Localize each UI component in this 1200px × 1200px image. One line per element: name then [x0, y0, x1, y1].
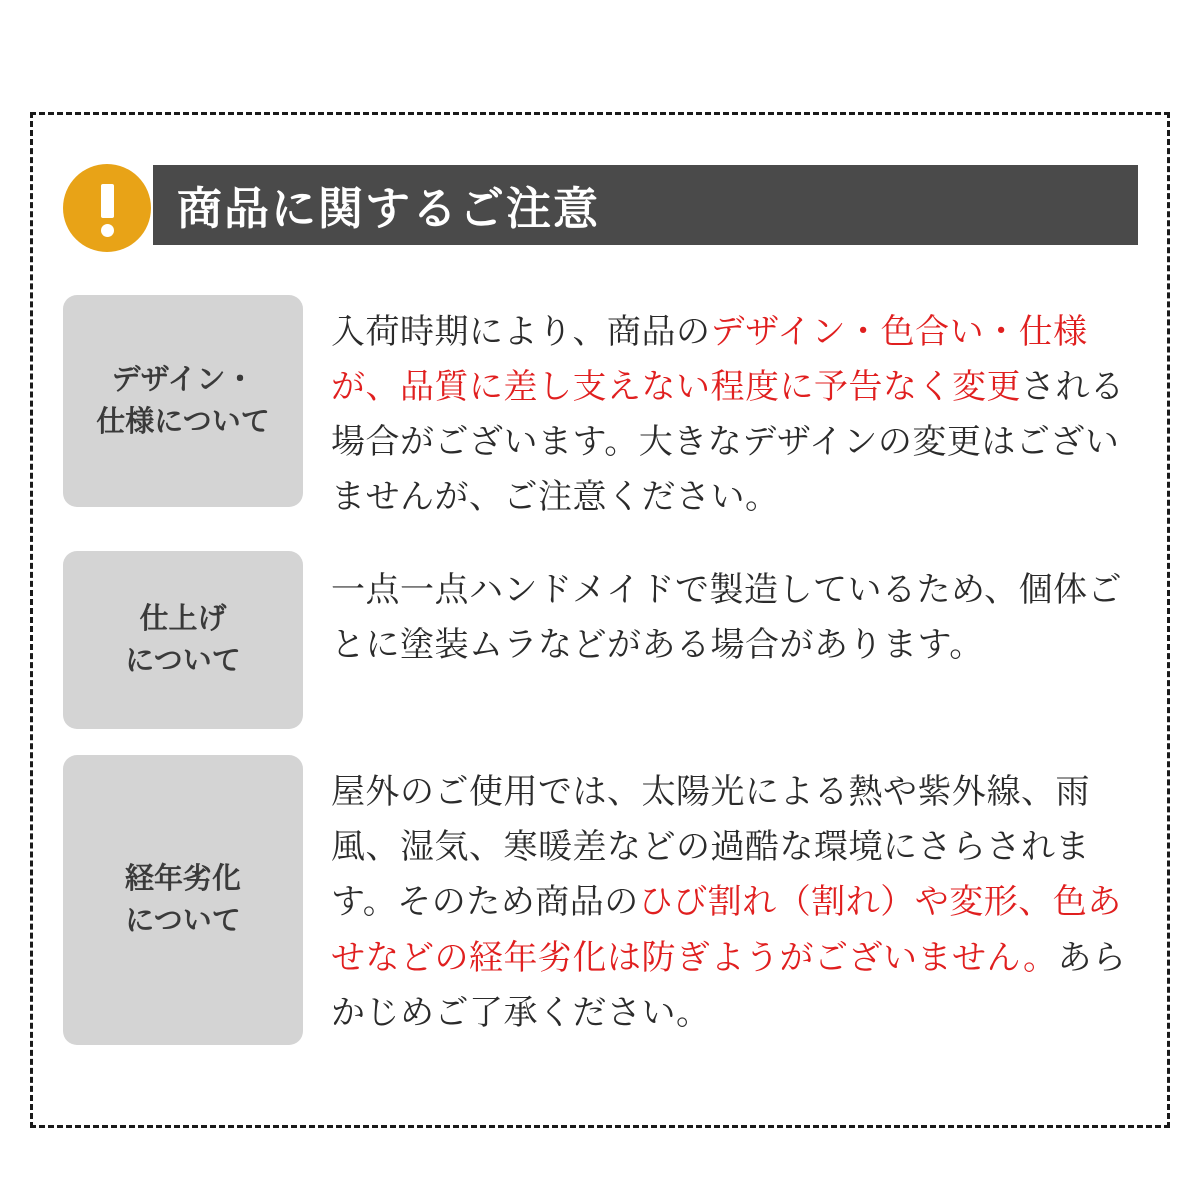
text-segment-highlighted: デザイン・色合い・仕様が、品質に差し支えない程度に予告なく変更: [331, 313, 1088, 407]
notice-text-design: [331, 295, 1141, 525]
notice-label-finish-line2: について: [125, 645, 241, 678]
notice-header: [63, 165, 1138, 251]
notice-row-design: [63, 295, 1141, 525]
text-segment: される場合がございます。大きなデザインの変更はございませんが、ご注意ください。: [331, 368, 1125, 517]
notice-row-aging: [63, 755, 1141, 1045]
text-segment: あらかじめご了承ください。: [331, 938, 1127, 1032]
exclamation-icon: [63, 164, 151, 252]
text-segment: 一点一点ハンドメイドで製造しているため、個体ごとに塗装ムラなどがある場合があります。: [331, 571, 1123, 665]
notice-text-finish: [331, 551, 1141, 673]
notice-label-aging: [63, 755, 303, 1045]
notice-label-design-line1: デザイン・: [111, 363, 255, 396]
notice-label-finish: [63, 551, 303, 729]
notice-rows: [63, 295, 1141, 1071]
text-segment-highlighted: ひび割れ（割れ）や変形、色あせなどの経年劣化は防ぎようがございません。: [331, 883, 1122, 977]
notice-text-aging: [331, 755, 1141, 1040]
page-title: 商品に関するご注意: [177, 182, 601, 234]
notice-label-design-line2: 仕様について: [96, 406, 270, 438]
notice-label-aging-line2: について: [125, 905, 241, 938]
notice-label-design: [63, 295, 303, 507]
text-segment: 入荷時期により、商品の: [331, 313, 711, 351]
notice-label-finish-line1: 仕上げ: [139, 603, 227, 636]
text-segment: 屋外のご使用では、太陽光による熱や紫外線、雨風、湿気、寒暖差などの過酷な環境にさらされます。そのため商品の: [331, 773, 1090, 922]
notice-label-aging-line1: 経年劣化: [124, 863, 241, 896]
notice-row-finish: [63, 551, 1141, 729]
